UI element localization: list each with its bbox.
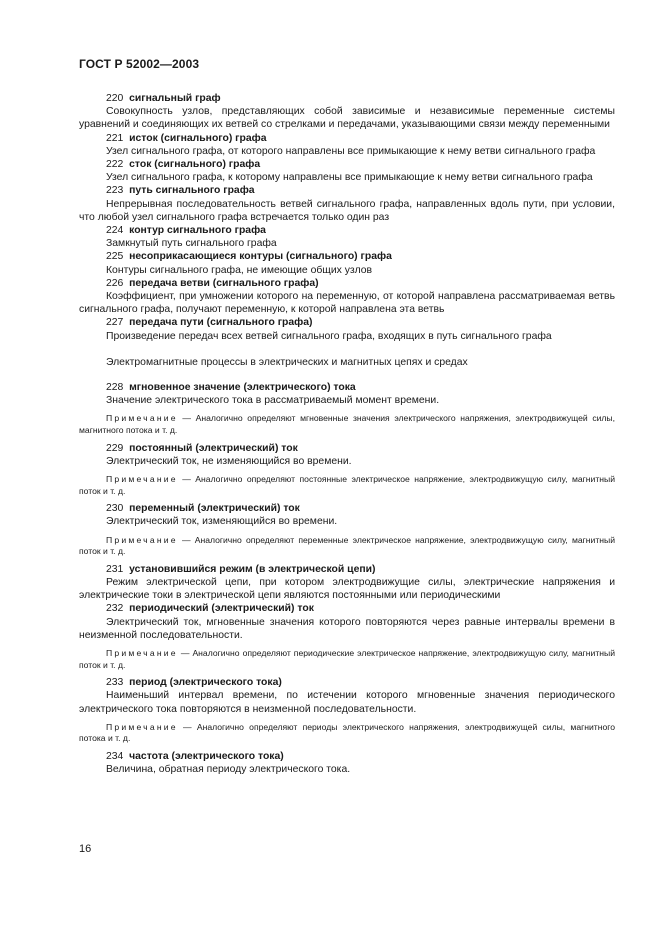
term-number: 228 (106, 382, 124, 394)
term-number: 222 (106, 159, 124, 171)
term-heading (79, 563, 615, 576)
term-heading (79, 676, 615, 689)
term-number: 224 (106, 225, 124, 237)
term-title: постоянный (электрический) ток (129, 442, 298, 454)
term-number: 220 (106, 93, 124, 104)
term-note (79, 413, 615, 436)
term-number: 232 (106, 603, 124, 615)
term-definition: Электрический ток, не изменяющийся во времени. (106, 455, 352, 467)
note-text: — Аналогично определяют мгновенные значения электрического напряжения, электродвижущей силы, магнитного потока и т. д. (79, 413, 615, 436)
page-number: 16 (79, 843, 92, 855)
document-header: ГОСТ Р 52002—2003 (79, 57, 200, 71)
term-definition: Непрерывная последовательность ветвей сигнального графа, направленных вдоль пути, при условии, что любой узел сигнального графа встречается только один раз (79, 198, 615, 223)
term-number: 230 (106, 503, 124, 515)
term-definition: Замкнутый путь сигнального графа (106, 238, 277, 250)
term-title: периодический (электрический) ток (129, 603, 314, 615)
term-heading (79, 250, 615, 263)
term-heading (79, 184, 615, 197)
term-heading (79, 381, 615, 394)
term-title: сигнальный граф (129, 93, 221, 104)
term-title: частота (электрического тока) (129, 751, 284, 763)
term-note (79, 474, 615, 497)
term-heading (79, 316, 615, 329)
note-label: Примечание (106, 534, 178, 545)
term-note (79, 648, 615, 671)
term-heading (79, 602, 615, 615)
term-title: мгновенное значение (электрического) тока (129, 382, 356, 394)
term-definition: Режим электрической цепи, при котором электродвижущие силы, электрические напряжения и электрические токи в электрической цепи являются постоянными или периодическими (79, 577, 615, 602)
term-definition: Величина, обратная периоду электрического тока. (106, 764, 351, 776)
term-definition: Значение электрического тока в рассматриваемый момент времени. (106, 395, 440, 407)
term-number: 229 (106, 442, 124, 454)
note-text: — Аналогично определяют периодические электрическое напряжение, электродвижущую силу, магнитный поток и т. д. (79, 648, 616, 670)
term-title: переменный (электрический) ток (129, 503, 300, 515)
term-number: 231 (106, 563, 124, 575)
term-title: исток (сигнального) графа (129, 132, 267, 144)
note-label: Примечание (106, 648, 178, 659)
term-note (79, 722, 615, 745)
term-title: контур сигнального графа (129, 225, 266, 237)
term-number: 225 (106, 251, 124, 263)
note-text: — Аналогично определяют переменные электрическое напряжение, электродвижущую силу, магнитный поток и т. д. (79, 534, 615, 557)
term-number: 227 (106, 317, 124, 329)
term-title: период (электрического тока) (129, 677, 282, 689)
term-heading (79, 132, 615, 145)
note-label: Примечание (106, 721, 178, 732)
term-heading (79, 502, 615, 515)
section-heading: Электромагнитные процессы в электрических и магнитных цепях и средах (106, 356, 468, 368)
term-number: 226 (106, 277, 124, 289)
term-definition: Совокупность узлов, представляющих собой зависимые и независимые переменные системы уравнений и соединяющих их ветвей со стрелками и передачами, указывающими связи между переменными (79, 106, 615, 131)
term-title: сток (сигнального) графа (129, 159, 261, 171)
term-note (79, 535, 615, 558)
term-title: несоприкасающиеся контуры (сигнального) графа (129, 251, 392, 263)
term-definition: Контуры сигнального графа, не имеющие общих узлов (106, 264, 373, 276)
term-heading (79, 224, 615, 237)
term-title: передача пути (сигнального графа) (129, 317, 313, 329)
term-heading (79, 750, 615, 763)
term-title: путь сигнального графа (129, 185, 255, 197)
term-number: 234 (106, 751, 124, 763)
term-definition: Электрический ток, изменяющийся во времени. (106, 516, 338, 528)
term-heading (79, 277, 615, 290)
note-text: — Аналогично определяют постоянные электрическое напряжение, электродвижущую силу, магнитный поток и т. д. (79, 474, 615, 496)
term-definition: Узел сигнального графа, к которому направлены все примыкающие к нему ветви сигнального графа (106, 172, 593, 184)
note-text: — Аналогично определяют периоды электрического напряжения, электродвижущей силы, магнитного потока и т. д. (79, 721, 615, 744)
term-definition: Узел сигнального графа, от которого направлены все примыкающие к нему ветви сигнального графа (106, 145, 596, 157)
term-definition: Коэффициент, при умножении которого на переменную, от которой направлена рассматриваемая ветвь сигнального графа, получают переменную, к которой направлена эта ветвь (79, 291, 615, 316)
term-number: 221 (106, 132, 124, 144)
glossary-content (79, 92, 615, 776)
term-heading (79, 158, 615, 171)
note-label: Примечание (106, 413, 178, 424)
term-definition: Наименьший интервал времени, по истечении которого мгновенные значения периодического электрического тока повторяются в неизменной последовательности. (79, 690, 615, 715)
term-heading (79, 92, 615, 105)
term-title: установившийся режим (в электрической цепи) (129, 563, 376, 575)
term-definition: Электрический ток, мгновенные значения которого повторяются через равные интервалы времени в неизменной последовательности. (79, 616, 615, 641)
note-label: Примечание (106, 474, 178, 485)
term-number: 233 (106, 677, 124, 689)
term-title: передача ветви (сигнального графа) (129, 277, 319, 289)
term-heading (79, 442, 615, 455)
term-definition: Произведение передач всех ветвей сигнального графа, входящих в путь сигнального графа (106, 330, 552, 342)
term-number: 223 (106, 185, 124, 197)
